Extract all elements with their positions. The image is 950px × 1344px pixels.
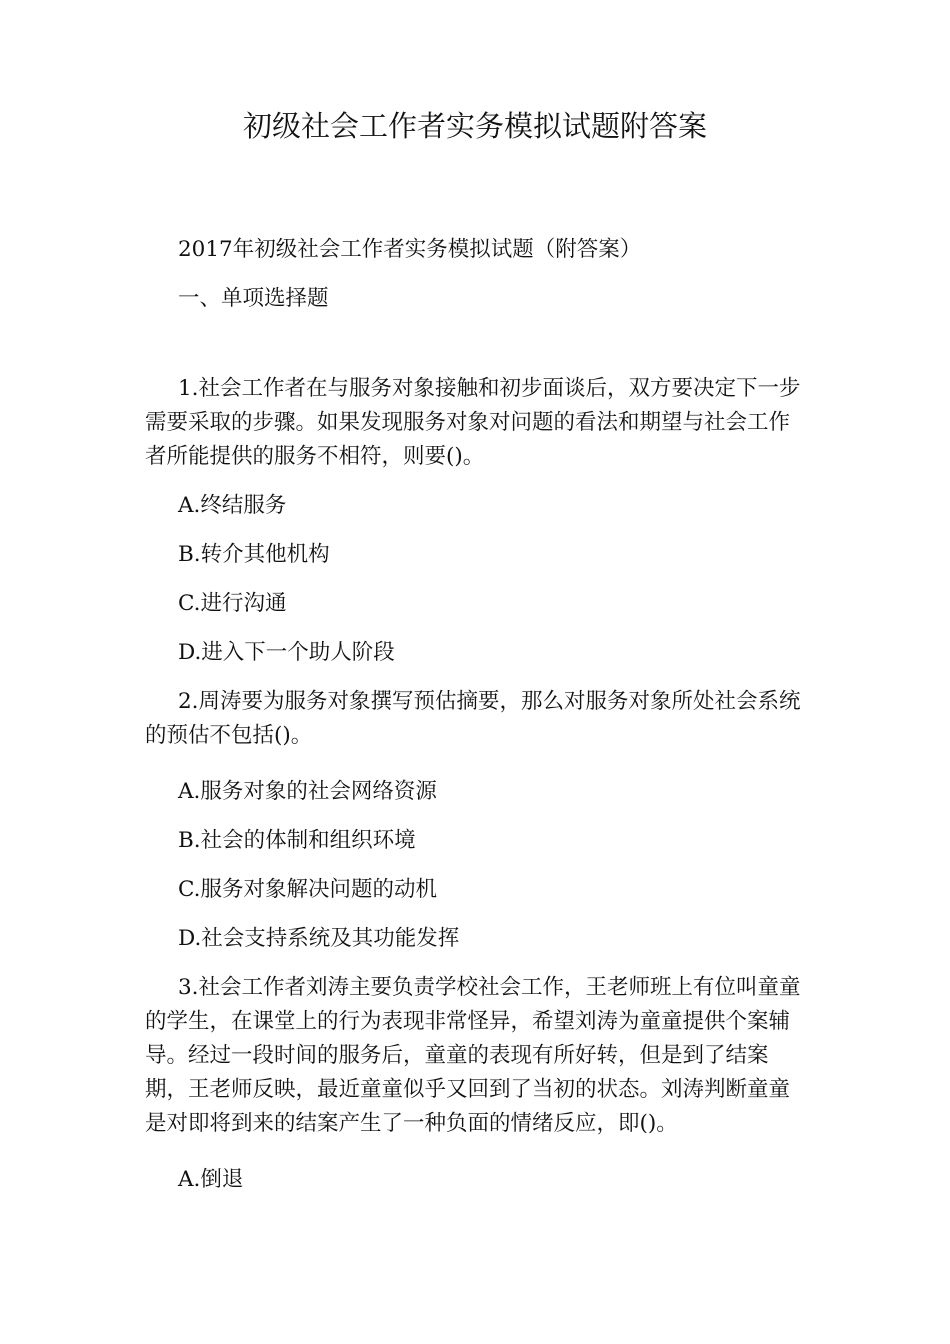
question-1-option-a: A.终结服务 xyxy=(178,493,287,518)
question-3-text: 3.社会工作者刘涛主要负责学校社会工作，王老师班上有位叫童童的学生，在课堂上的行为表现非常怪异，希望刘涛为童童提供个案辅导。经过一段时间的服务后，童童的表现有所好转，但是到了结案期，王老师反映，最近童童似乎又回到了当初的状态。刘涛判断童童是对即将到来的结案产生了一种负面的情绪反应，即()。 xyxy=(145,975,801,1136)
question-2-option-b: B.社会的体制和组织环境 xyxy=(178,828,416,853)
document-body xyxy=(145,233,807,1197)
question-1-option-d: D.进入下一个助人阶段 xyxy=(178,640,395,665)
exam-subtitle: 2017年初级社会工作者实务模拟试题（附答案） xyxy=(178,237,642,262)
question-1-text: 1.社会工作者在与服务对象接触和初步面谈后，双方要决定下一步需要采取的步骤。如果发现服务对象对问题的看法和期望与社会工作者所能提供的服务不相符，则要()。 xyxy=(145,376,801,469)
question-1-option-c: C.进行沟通 xyxy=(178,591,287,616)
section-heading: 一、单项选择题 xyxy=(178,286,329,311)
question-2-option-c: C.服务对象解决问题的动机 xyxy=(178,877,438,902)
question-3-option-a: A.倒退 xyxy=(178,1167,244,1192)
question-2-text: 2.周涛要为服务对象撰写预估摘要，那么对服务对象所处社会系统的预估不包括()。 xyxy=(145,689,801,748)
question-2-option-d: D.社会支持系统及其功能发挥 xyxy=(178,926,460,951)
question-1-option-b: B.转介其他机构 xyxy=(178,542,330,567)
document-title: 初级社会工作者实务模拟试题附答案 xyxy=(242,109,707,143)
question-2-option-a: A.服务对象的社会网络资源 xyxy=(178,779,437,804)
